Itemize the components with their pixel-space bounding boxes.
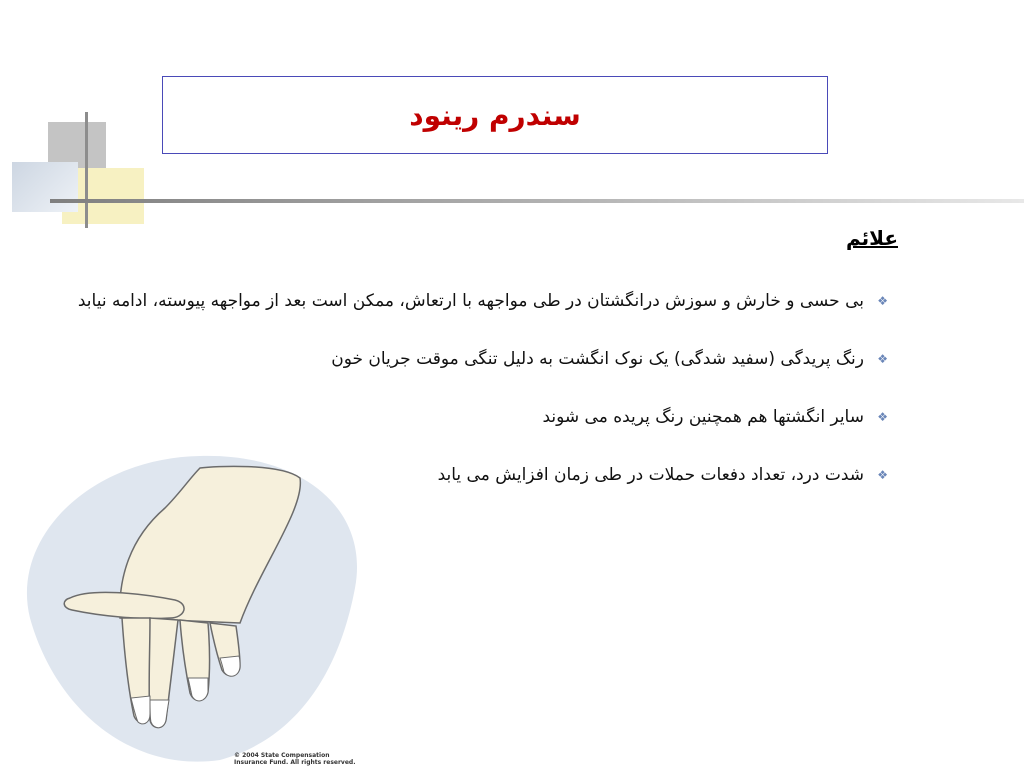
hand-illustration	[0, 448, 370, 768]
bullet-text: رنگ پریدگی (سفید شدگی) یک نوک انگشت به دلیل تنگی موقت جریان خون	[331, 349, 864, 369]
bullet-text: شدت درد، تعداد دفعات حملات در طی زمان افزایش می یابد	[437, 465, 864, 485]
decor-horizontal-line	[50, 199, 1024, 203]
decor-square-blue	[12, 162, 78, 212]
diamond-bullet-icon: ❖	[877, 294, 888, 308]
diamond-bullet-icon: ❖	[877, 410, 888, 424]
copyright-line: © 2004 State Compensation	[234, 752, 330, 759]
bullet-item	[58, 338, 888, 380]
diamond-bullet-icon: ❖	[877, 352, 888, 366]
bullet-item	[58, 280, 888, 322]
title-box	[162, 76, 828, 154]
bullet-item	[58, 396, 888, 438]
copyright-notice	[234, 752, 374, 766]
decor-vertical-line	[85, 112, 88, 228]
slide-title: سندرم رینود	[409, 98, 581, 132]
section-heading: علائم	[845, 226, 898, 250]
copyright-line: Insurance Fund. All rights reserved.	[234, 759, 356, 766]
diamond-bullet-icon: ❖	[877, 468, 888, 482]
bullet-text: سایر انگشتها هم همچنین رنگ پریده می شوند	[542, 407, 864, 427]
bullet-text: بی حسی و خارش و سوزش درانگشتان در طی مواجهه با ارتعاش، ممکن است بعد از مواجهه پیوسته، ادامه نیابد	[77, 291, 864, 311]
